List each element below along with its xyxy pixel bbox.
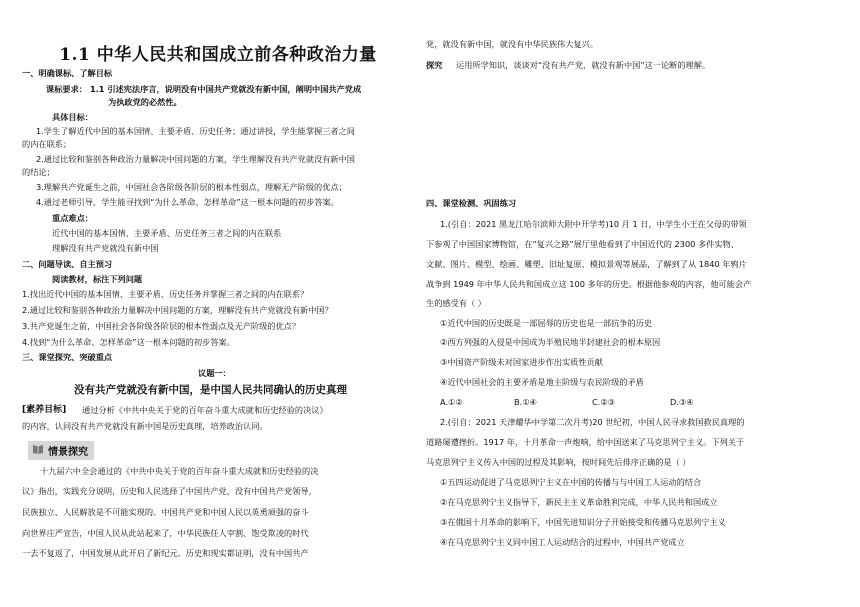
question-1-line: 下参观了中国国家博物馆，在“复兴之路”展厅里他看到了中国近代的 2300 多件实物、	[426, 239, 739, 249]
question-1-option: ④近代中国社会的主要矛盾是地主阶级与农民阶级的矛盾	[440, 377, 644, 387]
section-heading-2: 二、问题导读、自主预习	[22, 259, 113, 269]
scenario-paragraph-line: 十九届六中全会通过的《中共中央关于党的百年奋斗重大成就和历史经验的决	[40, 466, 319, 476]
key-point-item: 理解没有共产党就没有新中国	[52, 243, 159, 253]
explore-prompt: 运用所学知识，谈谈对“没有共产党，就没有新中国”这一论断的理解。	[456, 60, 711, 70]
scenario-badge	[28, 441, 94, 460]
curriculum-requirement-text-2: 为执政党的必然性。	[108, 97, 182, 107]
curriculum-requirement-text: 1.1 引述宪法序言，说明没有中国共产党就没有新中国，阐明中国共产党成	[90, 84, 362, 94]
question-1-line: 生的感受有（ ）	[426, 298, 486, 308]
curriculum-requirement-label: 课标要求：	[46, 84, 87, 94]
preview-question: 1.找出近代中国的基本国情、主要矛盾、历史任务并掌握三者之间的内在联系？	[22, 289, 309, 299]
scenario-paragraph-line: 议》指出，实践充分说明，历史和人民选择了中国共产党，没有中国共产党领导，	[22, 486, 317, 496]
page-title: 1.1 中华人民共和国成立前各种政治力量	[59, 45, 377, 65]
question-1-choice-b: B.①④	[514, 397, 537, 407]
preview-question: 4.找到“为什么革命、怎样革命”这一根本问题的初步答案。	[22, 337, 235, 347]
question-1-choice-d: D.③④	[670, 397, 694, 407]
scenario-paragraph-line: 向世界庄严宣告，中国人民从此站起来了，中华民族任人宰割、饱受欺凌的时代	[22, 528, 309, 538]
question-1-line: 文献、图片、模型、绘画、雕塑、旧址复原、模拟景观等展品，了解到了从 1840 年鸦片	[426, 259, 747, 269]
question-1-option: ①近代中国的历史既是一部屈辱的历史也是一部抗争的历史	[440, 318, 653, 328]
question-1-choice-c: C.②③	[592, 397, 615, 407]
reading-instruction: 阅读教材，标注下列问题	[52, 274, 143, 284]
question-1-option: ②西方列强的入侵是中国成为半殖民地半封建社会的根本原因	[440, 337, 661, 347]
goal-line: 的结论；	[22, 167, 55, 177]
question-2-line: 2.(引自：2021 天津耀华中学第二次月考)20 世纪初，中国人民寻求救国救民真理的	[440, 417, 745, 427]
book-icon	[32, 444, 44, 454]
scenario-paragraph-line: 一去不复返了，中国发展从此开启了新纪元。历史和现实都证明，没有中国共产	[22, 548, 309, 558]
preview-question: 2.通过比较和鉴别各种政治力量解决中国问题的方案，理解没有共产党就没有新中国？	[22, 305, 333, 315]
question-2-option: ①五四运动促进了马克思列宁主义在中国的传播与与中国工人运动的结合	[440, 477, 702, 487]
literacy-goal-label: [素养目标]	[22, 405, 67, 415]
literacy-goal-text: 通过分析《中共中央关于党的百年奋斗重大成就和历史经验的决议》	[82, 405, 328, 415]
goal-line: 1.学生了解近代中国的基本国情、主要矛盾、历史任务；通过讲授，学生能掌握三者之间	[36, 126, 355, 136]
literacy-goal-text-2: 的内容，认同没有共产党就没有新中国是历史真理，培养政治认同。	[22, 421, 268, 431]
key-point-item: 近代中国的基本国情、主要矛盾、历史任务三者之间的内在联系	[52, 228, 282, 238]
scenario-paragraph-line: 民族独立、人民解放是不可能实现的。中国共产党和中国人民以英勇顽强的奋斗	[22, 507, 309, 517]
section-heading-3: 三、课堂探究、突破重点	[22, 352, 113, 362]
goal-line: 4.通过老师引导，学生能寻找到“为什么革命、怎样革命”这一根本问题的初步答案。	[36, 197, 339, 207]
scenario-badge-label: 情景探究	[48, 447, 88, 458]
question-1-choice-a: A.①②	[440, 397, 463, 407]
question-2-option: ③在俄国十月革命的影响下，中国先进知识分子开始接受和传播马克思列宁主义	[440, 517, 726, 527]
section-heading-4: 四、课堂检测、巩固练习	[426, 198, 517, 208]
explore-label: 探究	[426, 60, 443, 70]
question-1-option: ③中国资产阶级未对国家进步作出实质性贡献	[440, 357, 603, 367]
question-2-option: ②在马克思列宁主义指导下，新民主主义革命胜利完成，中华人民共和国成立	[440, 497, 718, 507]
question-2-line: 马克思列宁主义传入中国的过程及其影响，按时间先后排序正确的是（ ）	[426, 457, 691, 467]
key-points-label: 重点难点：	[52, 213, 93, 223]
topic-title: 没有共产党就没有新中国，是中国人民共同确认的历史真理	[74, 384, 347, 396]
specific-goals-label: 具体目标：	[52, 112, 93, 122]
question-1-line: 战争到 1949 年中华人民共和国成立这 100 多年的历史。根据他参观的内容，他可能会产	[426, 279, 752, 289]
section-heading-1: 一、明确课标、了解目标	[22, 68, 113, 78]
question-2-line: 道路屡遭挫折。1917 年，十月革命一声炮响，给中国送来了马克思列宁主义。下列关于	[426, 437, 745, 447]
preview-question: 3.共产党诞生之前，中国社会各阶级各阶层的根本性弱点及无产阶级的优点？	[22, 321, 301, 331]
question-2-option: ④在马克思列宁主义同中国工人运动结合的过程中，中国共产党成立	[440, 537, 685, 547]
goal-line: 的内在联系；	[22, 139, 72, 149]
scenario-paragraph-end: 党，就没有新中国，就没有中华民族伟大复兴。	[426, 39, 598, 49]
question-1-line: 1.(引自：2021 黑龙江哈尔滨师大附中开学考)10 月 1 日，中学生小王在父母的带领	[440, 219, 747, 229]
topic-label: 议题一：	[198, 368, 231, 378]
goal-line: 3.理解共产党诞生之前，中国社会各阶级各阶层的根本性弱点，理解无产阶级的优点；	[36, 182, 347, 192]
goal-line: 2.通过比较和鉴别各种政治力量解决中国问题的方案，学生理解没有共产党就没有新中国	[36, 154, 355, 164]
